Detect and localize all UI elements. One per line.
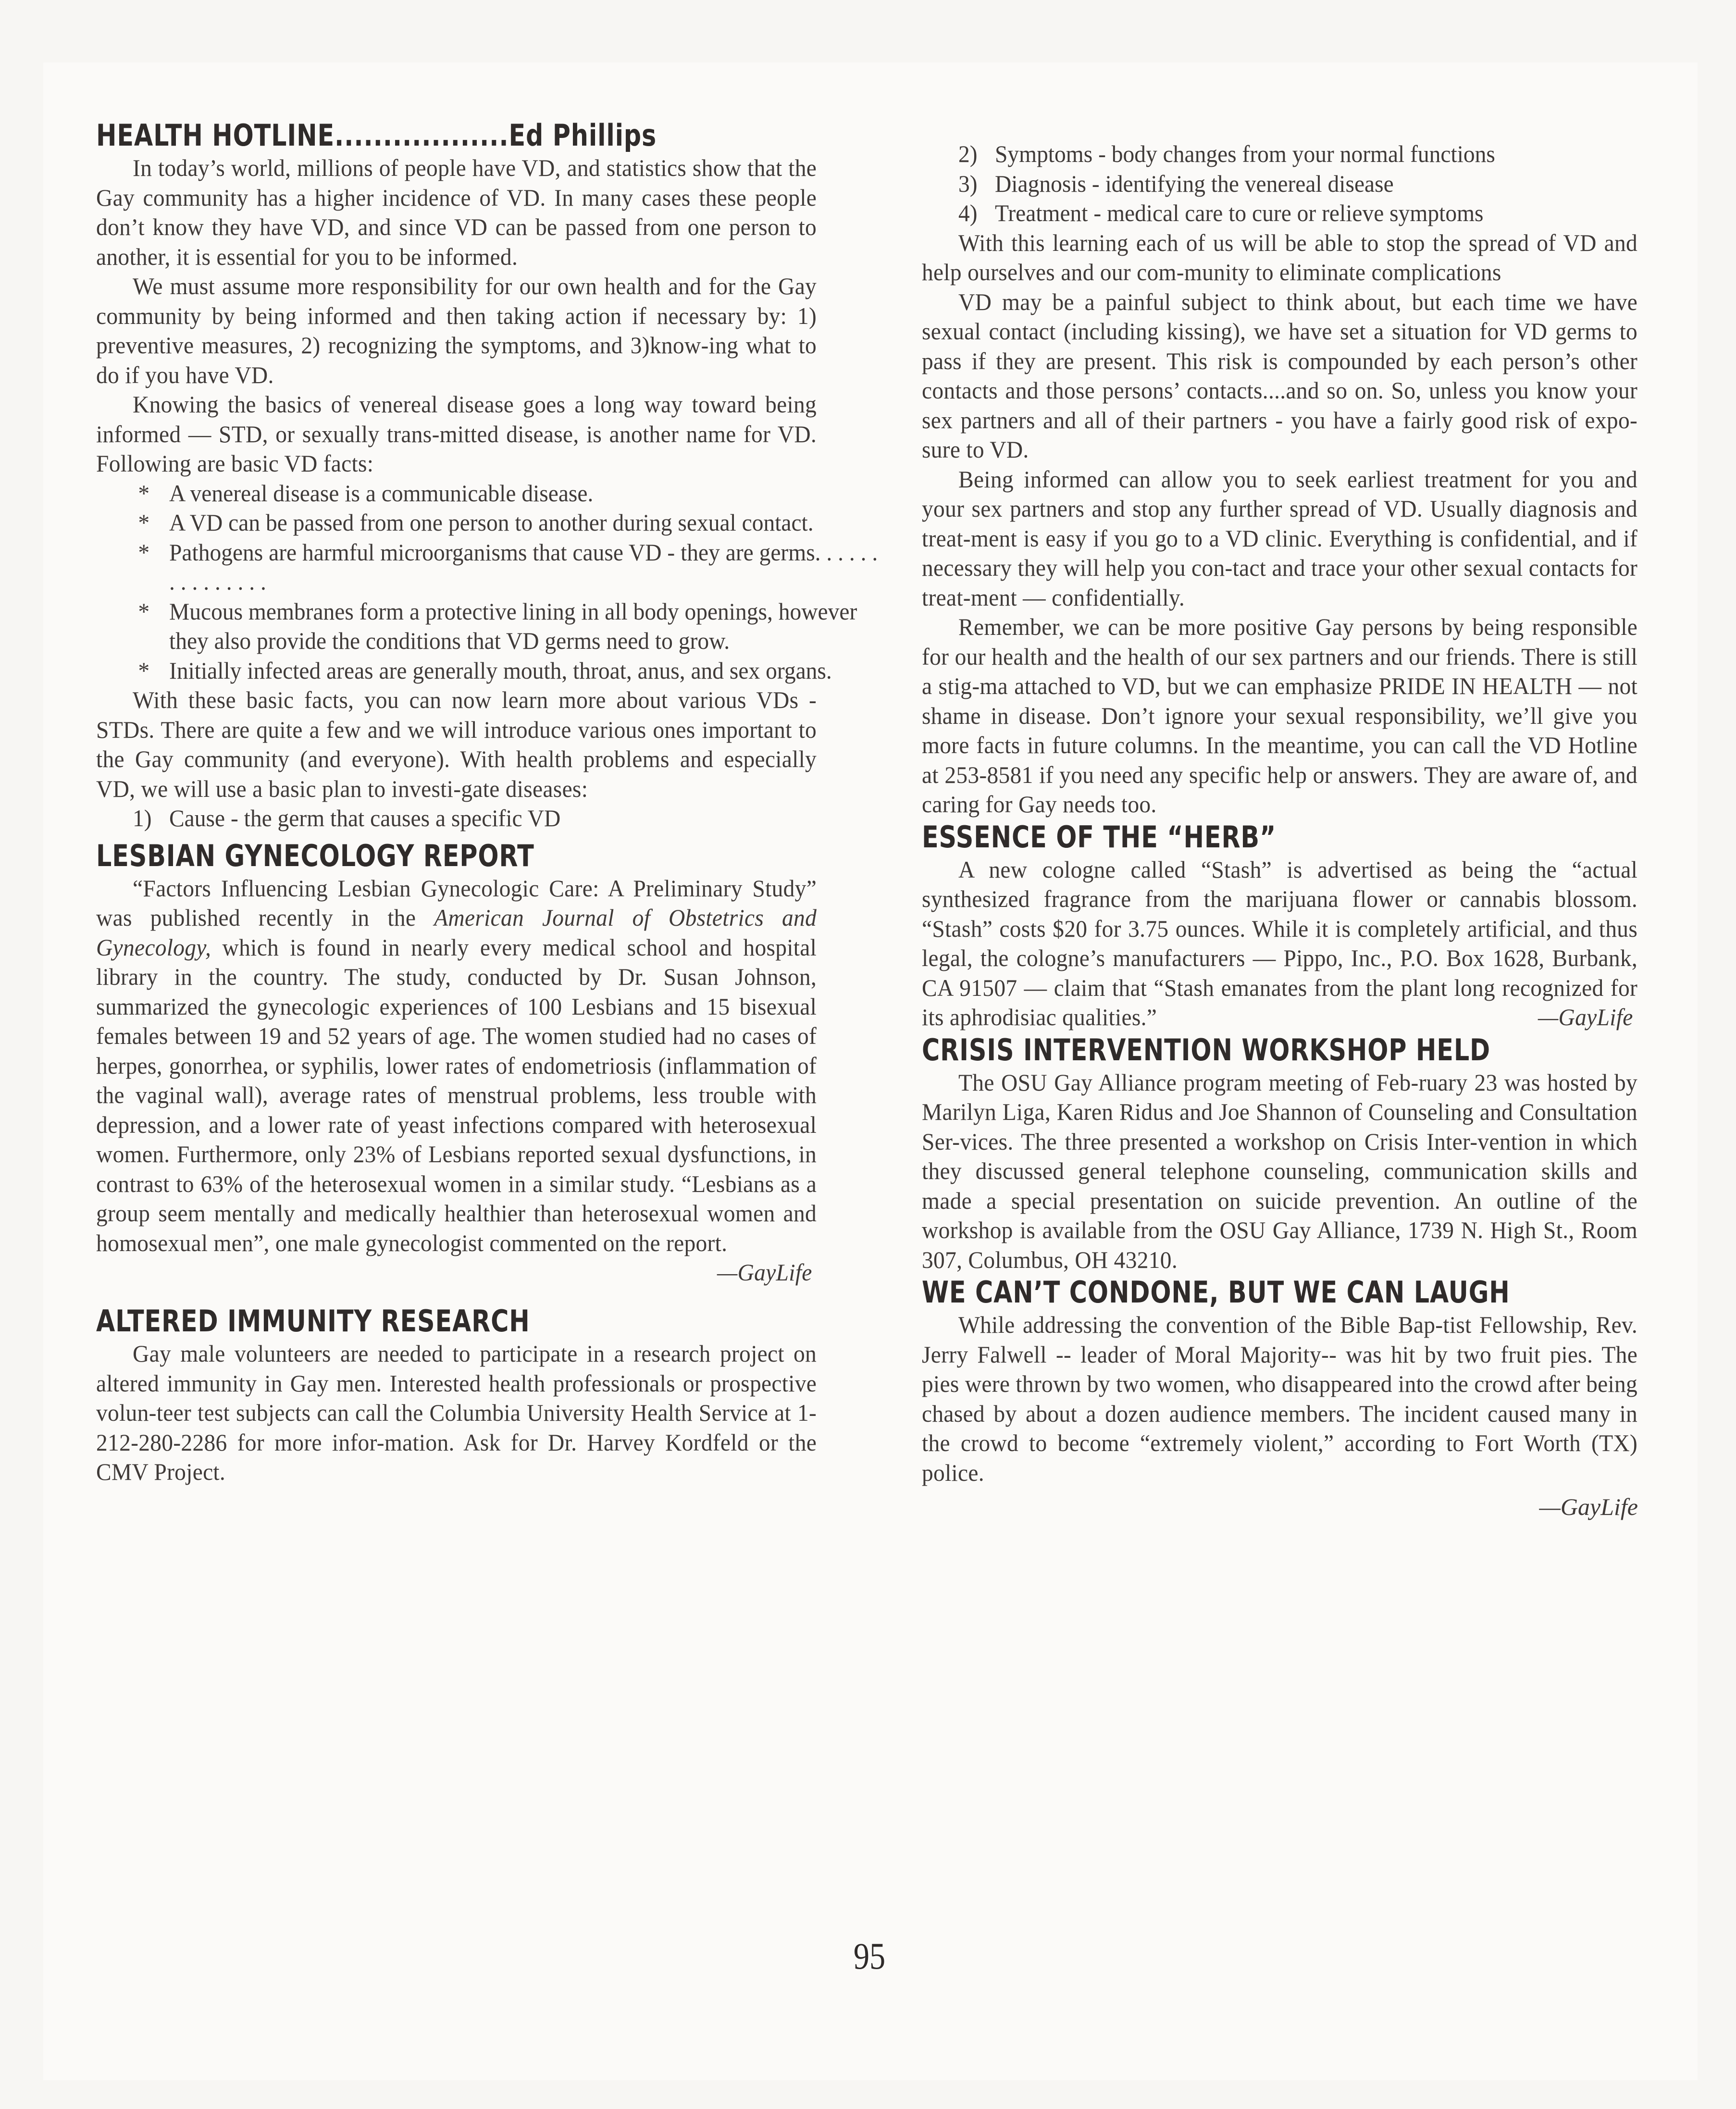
source-credit: —GayLife xyxy=(717,1259,812,1286)
list-item-text: Mucous membranes form a protective lining in all body openings, however they also provide the conditions that VD germs need to grow. xyxy=(169,597,857,654)
article-we-cant-condone xyxy=(922,1275,1638,1522)
list-number: 4) xyxy=(958,199,978,226)
paragraph: The OSU Gay Alliance program meeting of Feb-ruary 23 was hosted by Marilyn Liga, Karen Ridus and Joe Shannon of Counseling and Consultation Ser-vices. The three presented a workshop on Crisis Inter-vention in which they discussed general telephone counseling, communication skills and made a special presentation on suicide prevention. An outline of the workshop is available from the OSU Gay Alliance, 1739 N. High St., Room 307, Columbus, OH 43210. xyxy=(922,1068,1638,1273)
paragraph: We must assume more responsibility for our own health and for the Gay community by being informed and then taking action if necessary by: 1) preventive measures, 2) recognizing the symptoms, and 3)know-ing what to do if you have VD. xyxy=(96,273,817,388)
paragraph-text: A new cologne called “Stash” is advertised as being the “actual synthesized fragrance from the marijuana flower or cannabis blossom. “Stash” costs $20 for 3.75 ounces. While it is completely artificial, and thus legal, the cologne’s manufacturers — Pippo, Inc., P.O. Box 1628, Burbank, CA 91507 — claim that “Stash emanates from the plant long recognized for its aphrodisiac qualities.” xyxy=(922,856,1638,1030)
list-item-text: Pathogens are harmful microorganisms that cause VD - they are germs. . . . . . . . . . . . . . . xyxy=(169,538,878,595)
list-item-text: A VD can be passed from one person to another during sexual contact. xyxy=(169,509,814,536)
paragraph-text: which is found in nearly every medical school and hospital library in the country. The study, conducted by Dr. Susan Johnson, summarized the gynecologic experiences of 100 Lesbians and 15 bisexual females between 19 and 52 years of age. The women studied had no cases of herpes, gonorrhea, or syphilis, lower rates of endometriosis (inflammation of the vaginal wall), average rates of menstrual problems, less trouble with depression, and a lower rate of yeast infections compared with heterosexual women. Furthermore, only 23% of Lesbians reported sexual dysfunctions, in contrast to 63% of the heterosexual women in a similar study. “Lesbians as a group seem mentally and medically healthier than heterosexual women and homosexual men”, one male gynecologist commented on the report. xyxy=(96,933,817,1256)
paragraph: Remember, we can be more positive Gay persons by being responsible for our health and the health of our sex partners and our friends. There is still a stig-ma attached to VD, but we can emphasize PRIDE IN HEALTH — not shame in disease. Don’t ignore your sexual responsibility, we’ll give you more facts in future columns. In the meantime, you can call the VD Hotline at 253-8581 if you need any specific help or answers. They are aware of, and caring for Gay needs too. xyxy=(922,613,1638,818)
paragraph xyxy=(922,855,1637,1032)
right-column xyxy=(922,139,1638,1522)
paragraph: Knowing the basics of venereal disease goes a long way toward being informed — STD, or sexually trans-mitted disease, is another name for VD. Following are basic VD facts: xyxy=(96,391,817,477)
list-number: 3) xyxy=(958,170,978,197)
asterisk-bullet: * xyxy=(138,479,150,507)
paragraph: Gay male volunteers are needed to participate in a research project on altered immunity in Gay men. Interested health professionals or prospective volun-teer test subjects can call the Columbia University Health Service at 1-212-280-2286 for more infor-mation. Ask for Dr. Harvey Kordfeld or the CMV Project. xyxy=(96,1340,817,1485)
list-number: 1) xyxy=(133,805,152,831)
list-item xyxy=(96,508,888,538)
list-number: 2) xyxy=(958,140,978,167)
list-item xyxy=(922,169,1709,199)
paragraph: Being informed can allow you to seek earliest treatment for you and your sex partners and stop any further spread of VD. Usually diagnosis and treat-ment is easy if you go to a VD clinic. Everything is confidential, and if necessary they will help you con-tact and trace your other sexual contacts for treat-ment — confidentially. xyxy=(922,465,1638,611)
paragraph: While addressing the convention of the Bible Bap-tist Fellowship, Rev. Jerry Falwell -- leader of Moral Majority-- was hit by two fruit pies. The pies were thrown by two women, who disappeared into the crowd after being chased by about a dozen audience members. The incident caused many in the crowd to become “extremely violent,” according to Fort Worth (TX) police. xyxy=(922,1311,1638,1486)
vd-facts-list xyxy=(96,479,878,686)
list-item-text: Treatment - medical care to cure or relieve symptoms xyxy=(995,199,1484,226)
list-item xyxy=(96,656,888,686)
asterisk-bullet: * xyxy=(138,597,150,625)
asterisk-bullet: * xyxy=(138,538,150,566)
page-number: 95 xyxy=(853,1935,886,1977)
paragraph: In today’s world, millions of people have VD, and statistics show that the Gay community has a higher incidence of VD. In many cases these people don’t know they have VD, and since VD can be passed from one person to another, it is essential for you to be informed. xyxy=(96,154,817,270)
list-item-text: Cause - the germ that causes a specific VD xyxy=(169,805,561,831)
list-item xyxy=(922,198,1709,228)
list-item xyxy=(922,139,1709,169)
article-health-hotline-continued xyxy=(922,139,1638,819)
source-credit: —GayLife xyxy=(1538,1004,1633,1030)
article-title: HEALTH HOTLINE..................Ed Phillips xyxy=(96,118,657,153)
paragraph: With these basic facts, you can now learn more about various VDs - STDs. There are quite a few and we will introduce various ones important to the Gay community (and everyone). With health problems and especially VD, we will use a basic plan to investi-gate diseases: xyxy=(96,686,817,802)
article-essence-of-the-herb xyxy=(922,819,1638,1032)
investigation-plan-list xyxy=(922,139,1638,228)
list-item-text: A venereal disease is a communicable disease. xyxy=(169,479,594,507)
article-title: WE CAN’T CONDONE, BUT WE CAN LAUGH xyxy=(922,1275,1510,1310)
list-item xyxy=(96,538,888,597)
left-column xyxy=(96,118,878,1487)
list-item xyxy=(96,597,888,656)
paragraph: With this learning each of us will be able to stop the spread of VD and help ourselves and our com-munity to eliminate complications xyxy=(922,229,1638,285)
paragraph xyxy=(96,874,817,1286)
article-title: LESBIAN GYNECOLOGY REPORT xyxy=(96,838,534,873)
article-title: ALTERED IMMUNITY RESEARCH xyxy=(96,1303,530,1339)
article-lesbian-gynecology-report xyxy=(96,838,817,1286)
paragraph-text: “Factors Influencing Lesbian Gynecologic Care: A Preliminary Study” was published recently in the xyxy=(96,874,817,931)
article-title: CRISIS INTERVENTION WORKSHOP HELD xyxy=(922,1032,1491,1067)
asterisk-bullet: * xyxy=(138,509,150,536)
list-item xyxy=(96,804,888,833)
list-item xyxy=(96,479,888,509)
article-health-hotline xyxy=(96,118,878,833)
asterisk-bullet: * xyxy=(138,657,150,684)
list-item-text: Diagnosis - identifying the venereal disease xyxy=(995,170,1394,197)
source-credit-row xyxy=(922,1492,1638,1522)
list-item-text: Initially infected areas are generally mouth, throat, anus, and sex organs. xyxy=(169,657,832,684)
journal-title: American Journal of Obstetrics and Gynecology, xyxy=(96,904,817,961)
source-credit: —GayLife xyxy=(1539,1493,1638,1520)
paragraph: VD may be a painful subject to think about, but each time we have sexual contact (including kissing), we have set a situation for VD germs to pass if they are present. This risk is compounded by each person’s other contacts and those persons’ contacts....and so on. So, unless you know your sex partners and all of their partners - you have a fairly good risk of expo-sure to VD. xyxy=(922,288,1638,463)
article-altered-immunity-research xyxy=(96,1303,817,1487)
investigation-plan-list xyxy=(96,804,817,833)
list-item-text: Symptoms - body changes from your normal functions xyxy=(995,140,1495,167)
article-title: ESSENCE OF THE “HERB” xyxy=(922,819,1277,855)
article-crisis-intervention-workshop xyxy=(922,1032,1638,1275)
